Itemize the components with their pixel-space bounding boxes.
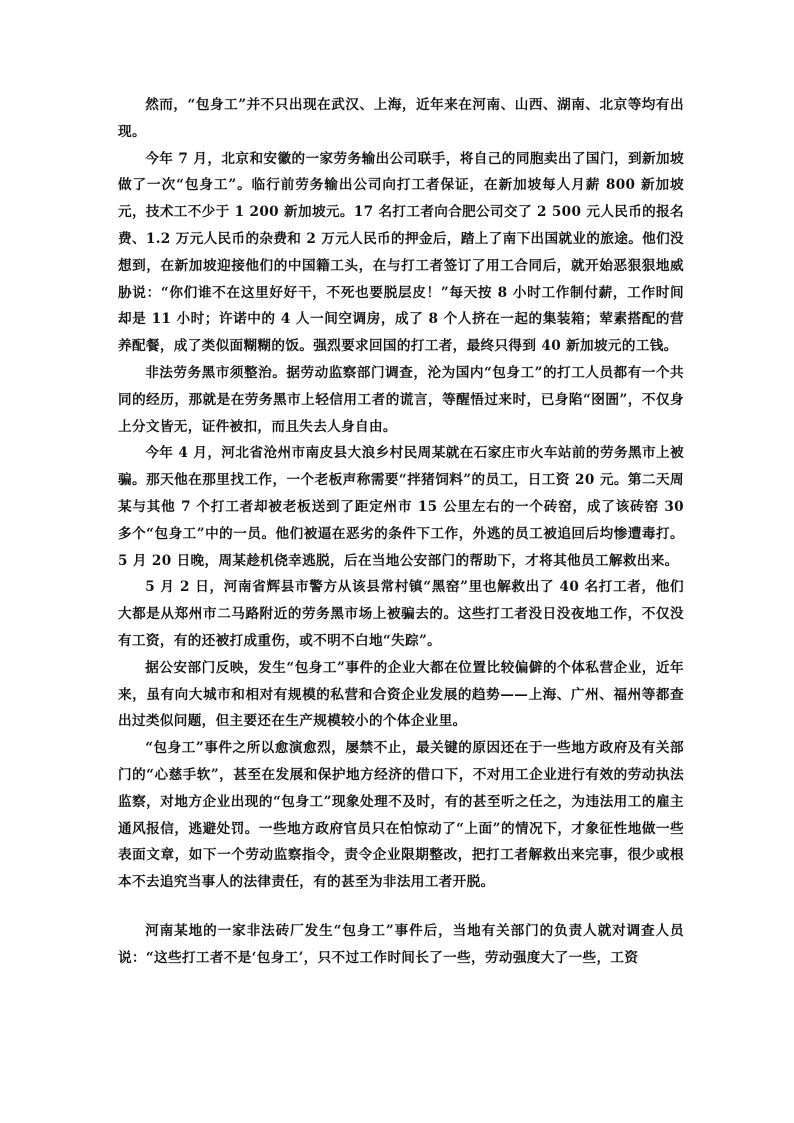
paragraph: 今年 4 月，河北省沧州市南皮县大浪乡村民周某就在石家庄市火车站前的劳务黑市上被骗。那天他在那里找工作，一个老板声称需要“拌猪饲料”的员工，日工资 20 元。第二天周某与其他 7 个打工者却被老板送到了距定州市 15 公里左右的一个砖窑，成了该砖窑 30 多个“包身工”中的一员。他们被逼在恶劣的条件下工作，外逃的员工被追回后均惨遭毒打。5 月 20 日晚，周某趁机侥幸逃脱，后在当地公安部门的帮助下，才将其他员工解救出来。 [118, 445, 684, 569]
paragraph: 河南某地的一家非法砖厂发生“包身工”事件后，当地有关部门的负责人就对调查人员说：“这些打工者不是‘包身工’，只不过工作时间长了一些，劳动强度大了一些，工资 [118, 922, 684, 966]
paragraph: 然而，“包身工”并不只出现在武汉、上海，近年来在河南、山西、湖南、北京等均有出现。 [118, 97, 684, 140]
document-body [118, 92, 684, 972]
paragraph-gap [118, 896, 684, 918]
paragraph: 非法劳务黑市须整治。据劳动监察部门调查，沦为国内“包身工”的打工人员都有一个共同的经历，那就是在劳务黑市上轻信用工者的谎言，等醒悟过来时，已身陷“囹圄”，不仅身上分文皆无，证件被扣，而且失去人身自由。 [118, 364, 684, 435]
paragraph: 今年 7 月，北京和安徽的一家劳务输出公司联手，将自己的同胞卖出了国门，到新加坡做了一次“包身工”。临行前劳务输出公司向打工者保证，在新加坡每人月薪 800 新加坡元，技术工不少于 1 200 新加坡元。17 名打工者向合肥公司交了 2 500 元人民币的报名费、1.2 万元人民币的杂费和 2 万元人民币的押金后，踏上了南下出国就业的旅途。他们没想到，在新加坡迎接他们的中国籍工头，在与打工者签订了用工合同后，就开始恶狠狠地威胁说：“你们谁不在这里好好干，不死也要脱层皮！”每天按 8 小时工作制付薪，工作时间却是 11 小时；许诺中的 4 人一间空调房，成了 8 个人挤在一起的集装箱；荤素搭配的营养配餐，成了类似面糊糊的饭。强烈要求回国的打工者，最终只得到 40 新加坡元的工钱。 [118, 150, 684, 355]
paragraph: “包身工”事件之所以愈演愈烈，屡禁不止，最关键的原因还在于一些地方政府及有关部门的“心慈手软”，甚至在发展和保护地方经济的借口下，不对用工企业进行有效的劳动执法监察，对地方企业出现的“包身工”现象处理不及时，有的甚至听之任之，为违法用工的雇主通风报信，逃避处罚。一些地方政府官员只在怕惊动了“上面”的情况下，才象征性地做一些表面文章，如下一个劳动监察指令，责令企业限期整改，把打工者解救出来完事，很少或根本不去追究当事人的法律责任，有的甚至为非法用工者开脱。 [118, 740, 684, 891]
paragraph: 据公安部门反映，发生“包身工”事件的企业大都在位置比较偏僻的个体私营企业，近年来，虽有向大城市和相对有规模的私营和合资企业发展的趋势——上海、广州、福州等都查出过类似问题，但主要还在生产规模较小的个体企业里。 [118, 659, 684, 730]
paragraph: 5 月 2 日，河南省辉县市警方从该县常村镇“黑窑”里也解救出了 40 名打工者，他们大都是从郑州市二马路附近的劳务黑市场上被骗去的。这些打工者没日没夜地工作，不仅没有工资，有的还被打成重伤，或不明不白地“失踪”。 [118, 579, 684, 649]
